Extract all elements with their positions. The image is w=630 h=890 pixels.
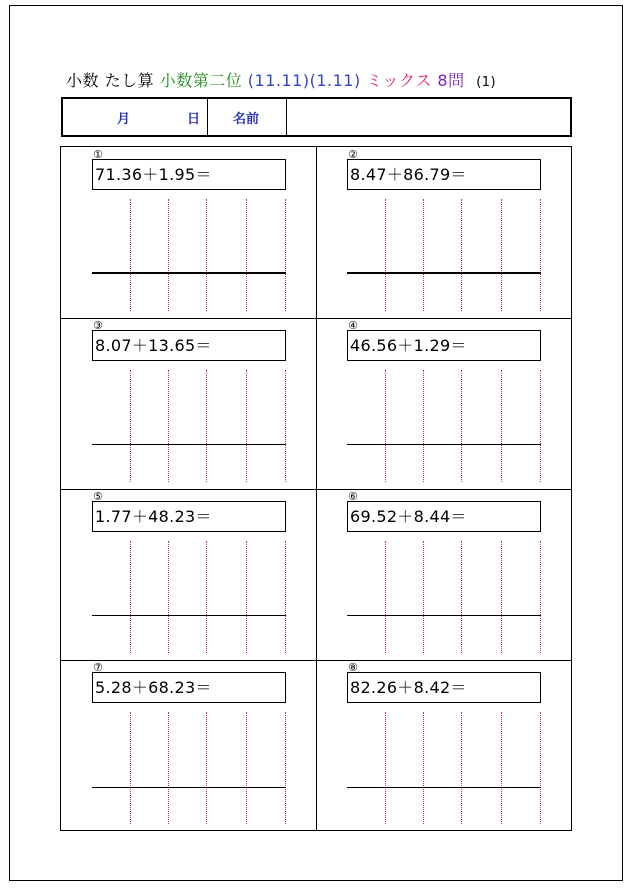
problem-cell <box>316 147 571 318</box>
problem-number: ⑥ <box>348 490 358 503</box>
name-label: 名前 <box>233 112 260 127</box>
digit-guide-line <box>461 370 462 482</box>
digit-guide-line <box>423 199 424 311</box>
problem-cell <box>61 147 316 318</box>
digit-guide-line <box>461 541 462 653</box>
answer-line <box>347 787 541 788</box>
digit-guide-line <box>206 712 207 824</box>
digit-guide-line <box>130 199 131 311</box>
answer-line <box>92 272 286 274</box>
month-label: 月 <box>117 112 131 127</box>
digit-guide-line <box>461 712 462 824</box>
digit-guide-line <box>501 541 502 653</box>
title-sheet-number: (1) <box>476 75 497 90</box>
answer-line <box>347 444 541 445</box>
problem-expression: 8.07＋13.65＝ <box>92 330 286 361</box>
digit-guide-line <box>423 541 424 653</box>
digit-guide-line <box>540 712 541 824</box>
digit-guide-line <box>206 541 207 653</box>
digit-guide-line <box>168 541 169 653</box>
problem-expression: 1.77＋48.23＝ <box>92 501 286 532</box>
header-divider <box>286 99 287 135</box>
digit-guide-line <box>423 712 424 824</box>
digit-guide-line <box>385 712 386 824</box>
problem-expression: 8.47＋86.79＝ <box>347 159 541 190</box>
title-topic: 小数 たし算 <box>66 71 155 90</box>
problem-cell <box>61 660 316 831</box>
problem-number: ④ <box>348 319 358 332</box>
problem-number: ⑤ <box>93 490 103 503</box>
problem-number: ⑧ <box>348 661 358 674</box>
answer-line <box>347 272 541 274</box>
digit-guide-line <box>285 199 286 311</box>
digit-guide-line <box>540 370 541 482</box>
digit-guide-line <box>285 712 286 824</box>
answer-line <box>92 787 286 788</box>
problem-cell <box>316 318 571 489</box>
problem-expression: 46.56＋1.29＝ <box>347 330 541 361</box>
problem-expression: 71.36＋1.95＝ <box>92 159 286 190</box>
digit-guide-line <box>501 370 502 482</box>
digit-guide-line <box>168 712 169 824</box>
digit-guide-line <box>246 541 247 653</box>
problem-cell <box>316 660 571 831</box>
problem-cell <box>61 489 316 660</box>
title-count: 8問 <box>437 71 465 90</box>
digit-guide-line <box>385 370 386 482</box>
problem-expression: 69.52＋8.44＝ <box>347 501 541 532</box>
digit-guide-line <box>285 541 286 653</box>
problem-cell <box>316 489 571 660</box>
digit-guide-line <box>285 370 286 482</box>
digit-guide-line <box>130 370 131 482</box>
problem-cell <box>61 318 316 489</box>
problem-number: ② <box>348 148 358 161</box>
name-date-box <box>61 97 572 137</box>
header-divider <box>207 99 208 135</box>
digit-guide-line <box>206 370 207 482</box>
problem-number: ⑦ <box>93 661 103 674</box>
title-pattern: (11.11)(1.11) <box>247 71 361 90</box>
problem-number: ① <box>93 148 103 161</box>
title-mix: ミックス <box>366 71 432 90</box>
digit-guide-line <box>246 370 247 482</box>
day-label: 日 <box>187 112 201 127</box>
digit-guide-line <box>540 199 541 311</box>
digit-guide-line <box>423 370 424 482</box>
digit-guide-line <box>168 370 169 482</box>
answer-line <box>347 615 541 616</box>
digit-guide-line <box>501 712 502 824</box>
problem-number: ③ <box>93 319 103 332</box>
problem-grid <box>60 146 572 831</box>
worksheet-title <box>66 68 496 91</box>
digit-guide-line <box>246 199 247 311</box>
digit-guide-line <box>206 199 207 311</box>
digit-guide-line <box>385 199 386 311</box>
problem-expression: 82.26＋8.42＝ <box>347 672 541 703</box>
answer-line <box>92 615 286 616</box>
digit-guide-line <box>540 541 541 653</box>
title-level: 小数第二位 <box>159 71 243 90</box>
digit-guide-line <box>130 541 131 653</box>
answer-line <box>92 444 286 445</box>
digit-guide-line <box>168 199 169 311</box>
digit-guide-line <box>461 199 462 311</box>
digit-guide-line <box>246 712 247 824</box>
digit-guide-line <box>501 199 502 311</box>
digit-guide-line <box>130 712 131 824</box>
problem-expression: 5.28＋68.23＝ <box>92 672 286 703</box>
digit-guide-line <box>385 541 386 653</box>
